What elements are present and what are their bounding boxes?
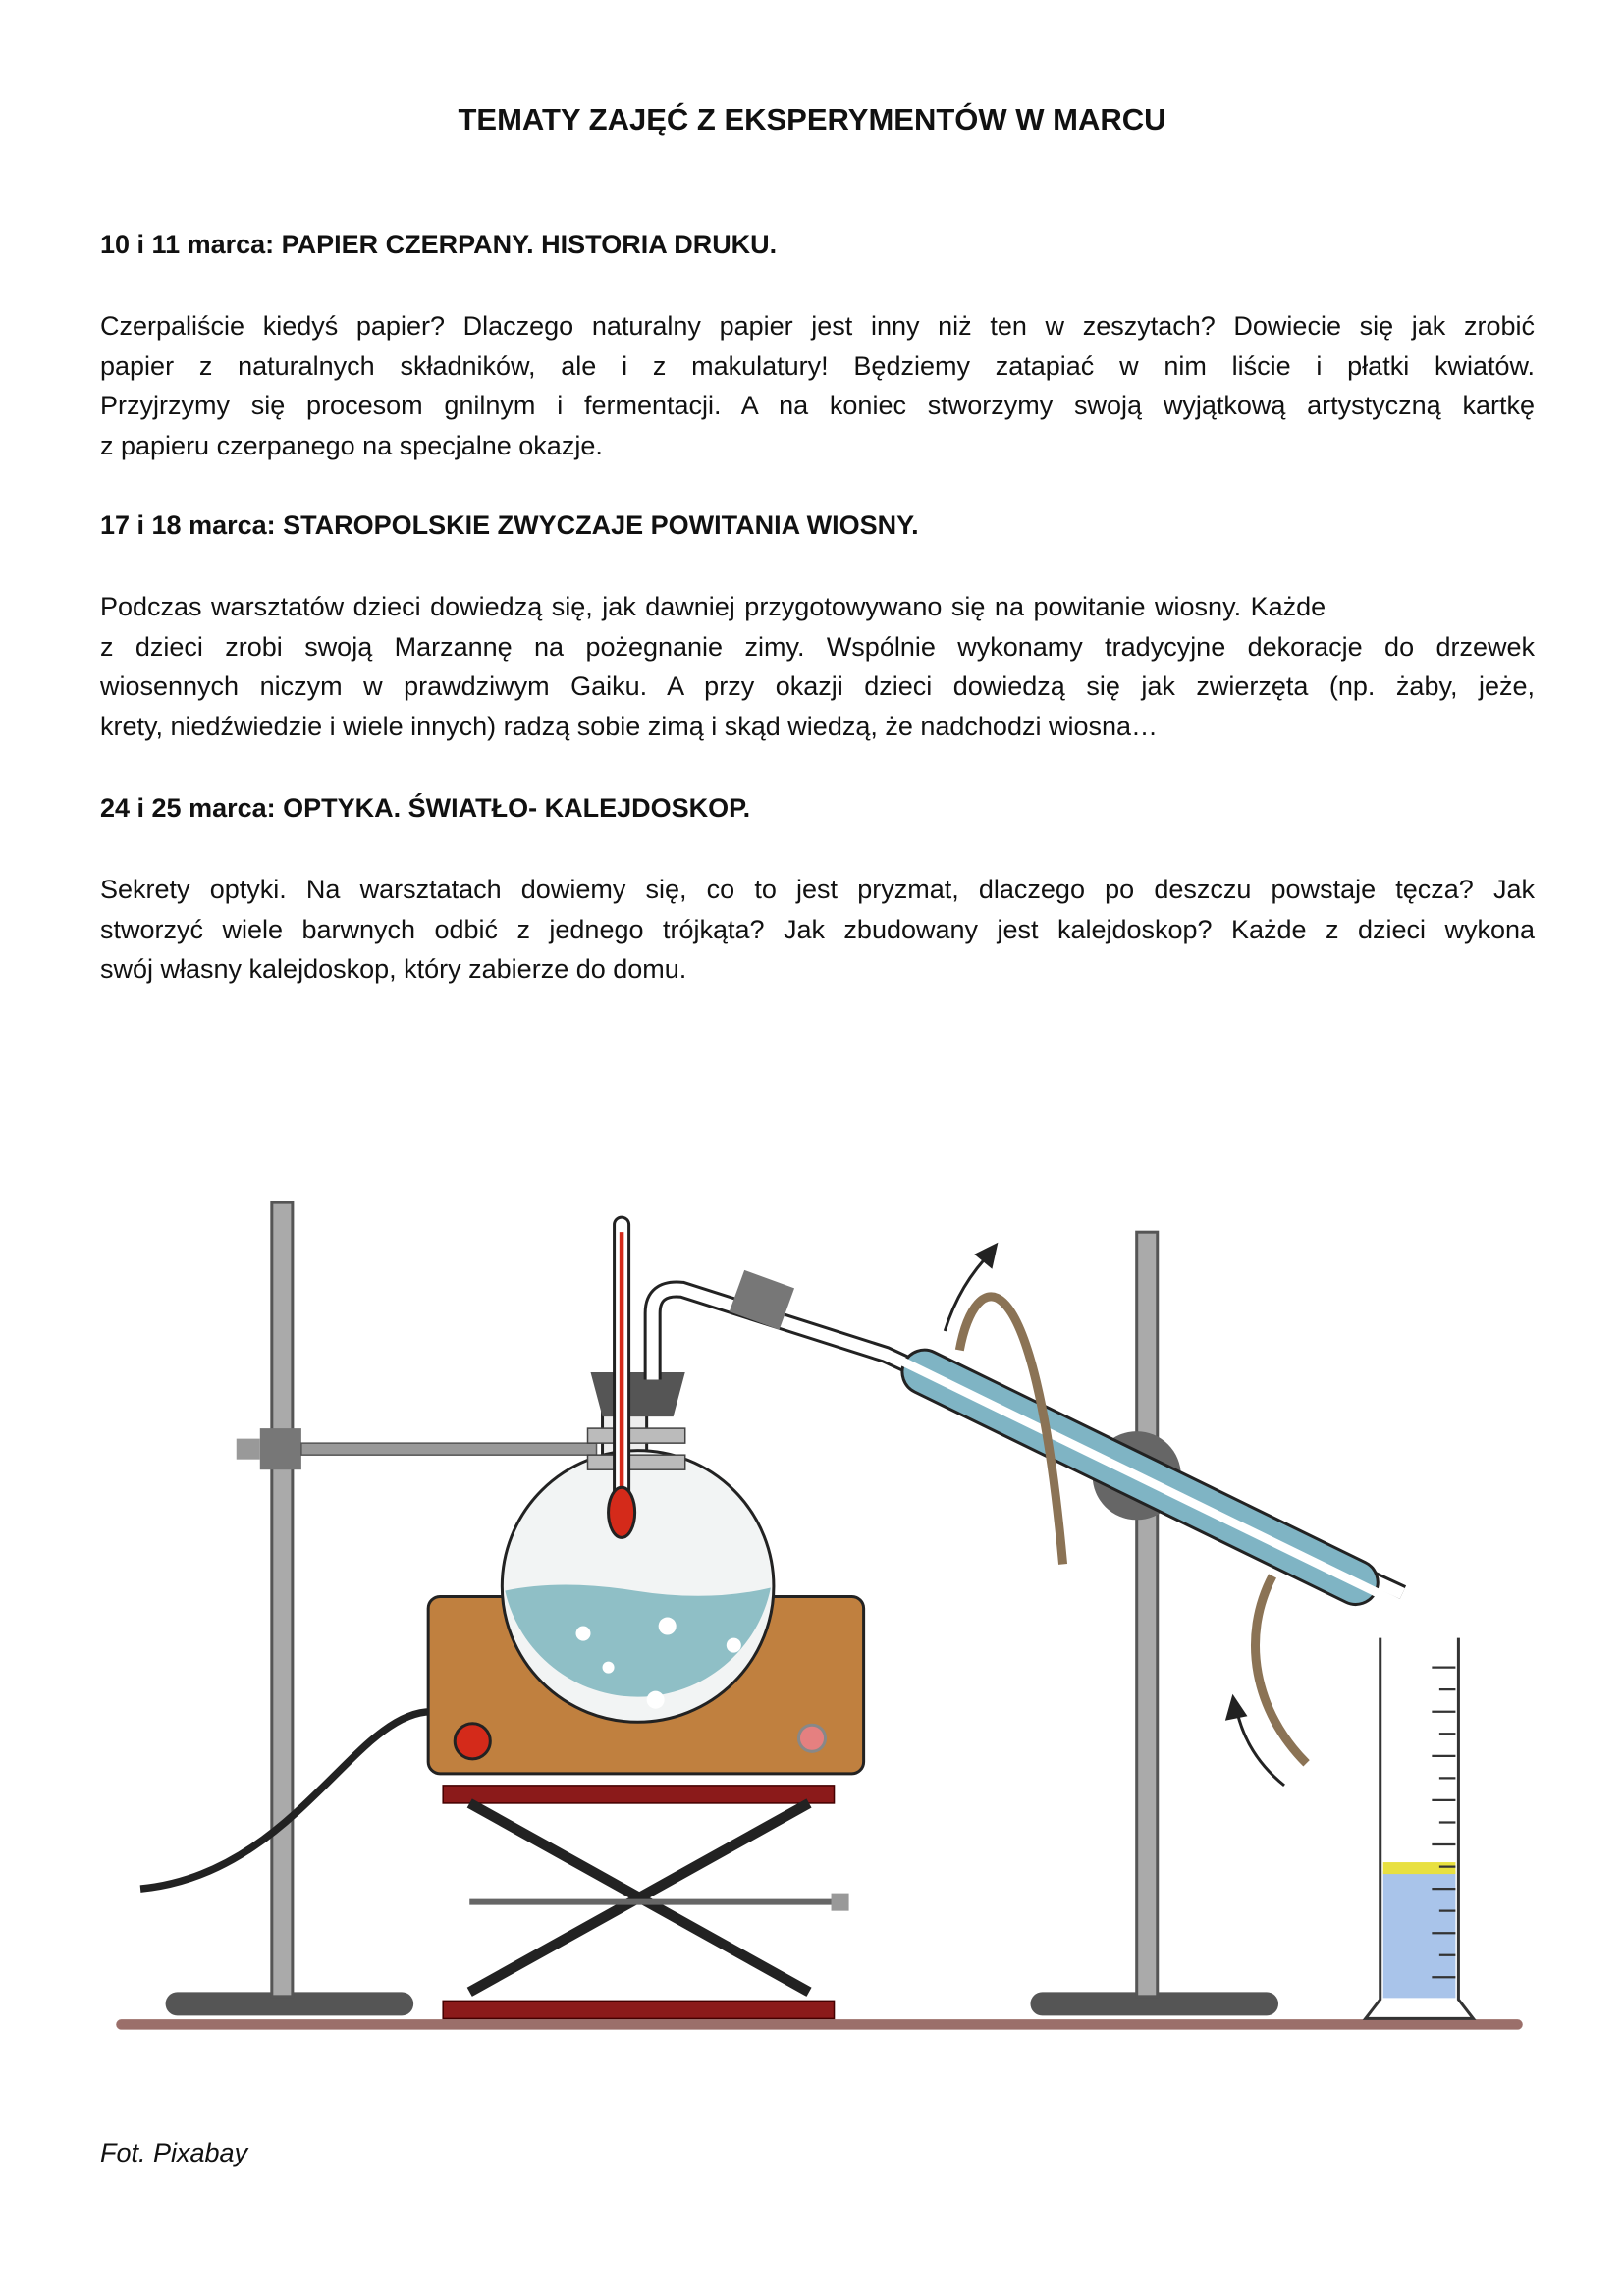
round-bottom-flask [502,1372,774,1722]
paragraph-line: Sekrety optyki. Na warsztatach dowiemy się, co to jest pryzmat, dlaczego po deszczu powstaje tęcza? Jak [100,875,1535,904]
paragraph-line: krety, niedźwiedzie i wiele innych) radzą sobie zimą i skąd wiedzą, że nadchodzi wiosna… [100,711,1159,741]
photo-credit: Fot. Pixabay [100,2138,248,2167]
paragraph-line: stworzyć wiele barwnych odbić z jednego trójkąta? Jak zbudowany jest kalejdoskop? Każde z dzieci wykona [100,914,1535,944]
paragraph-line: papier z naturalnych składników, ale i z makulatury! Będziemy zatapiać w nim liście i płatki kwiatów. [100,350,1535,381]
paragraph-line: wiosennych niczym w prawdziwym Gaiku. A przy okazji dzieci dowiedzą się jak zwierzęta (np. żaby, jeże, [100,671,1535,702]
right-retort-stand [1030,1232,1278,2015]
lab-jack [443,1786,848,2019]
paragraph-line: Przyjrzymy się procesom gnilnym i fermentacji. A na koniec stworzymy swoją wyjątkową artystyczną kartkę [100,391,1535,421]
section-heading: 17 i 18 marca: STAROPOLSKIE ZWYCZAJE POWITANIA WIOSNY. [100,510,919,540]
paragraph-line: Podczas warsztatów dzieci dowiedzą się, jak dawniej przygotowywano się na powitanie wiosny. Każde [100,592,1326,621]
paragraph-line: z papieru czerpanego na specjalne okazje. [100,430,603,460]
paragraph-line: Czerpaliście kiedyś papier? Dlaczego naturalny papier jest inny niż ten w zeszytach? Dowiecie się jak zrobić [100,311,1535,341]
paragraph-line: z dzieci zrobi swoją Marzannę na pożegnanie zimy. Wspólnie wykonamy tradycyjne dekoracje do drzewek [100,631,1535,662]
section-heading: 24 i 25 marca: OPTYKA. ŚWIATŁO- KALEJDOSKOP. [100,793,751,823]
paragraph-line: swój własny kalejdoskop, który zabierze do domu. [100,954,687,985]
page-title: TEMATY ZAJĘĆ Z EKSPERYMENTÓW W MARCU [458,102,1166,136]
condenser [889,1339,1438,1637]
graduated-cylinder [1366,1638,1474,2019]
section-heading: 10 i 11 marca: PAPIER CZERPANY. HISTORIA DRUKU. [100,230,778,259]
water-inlet-hose [1255,1575,1306,1763]
